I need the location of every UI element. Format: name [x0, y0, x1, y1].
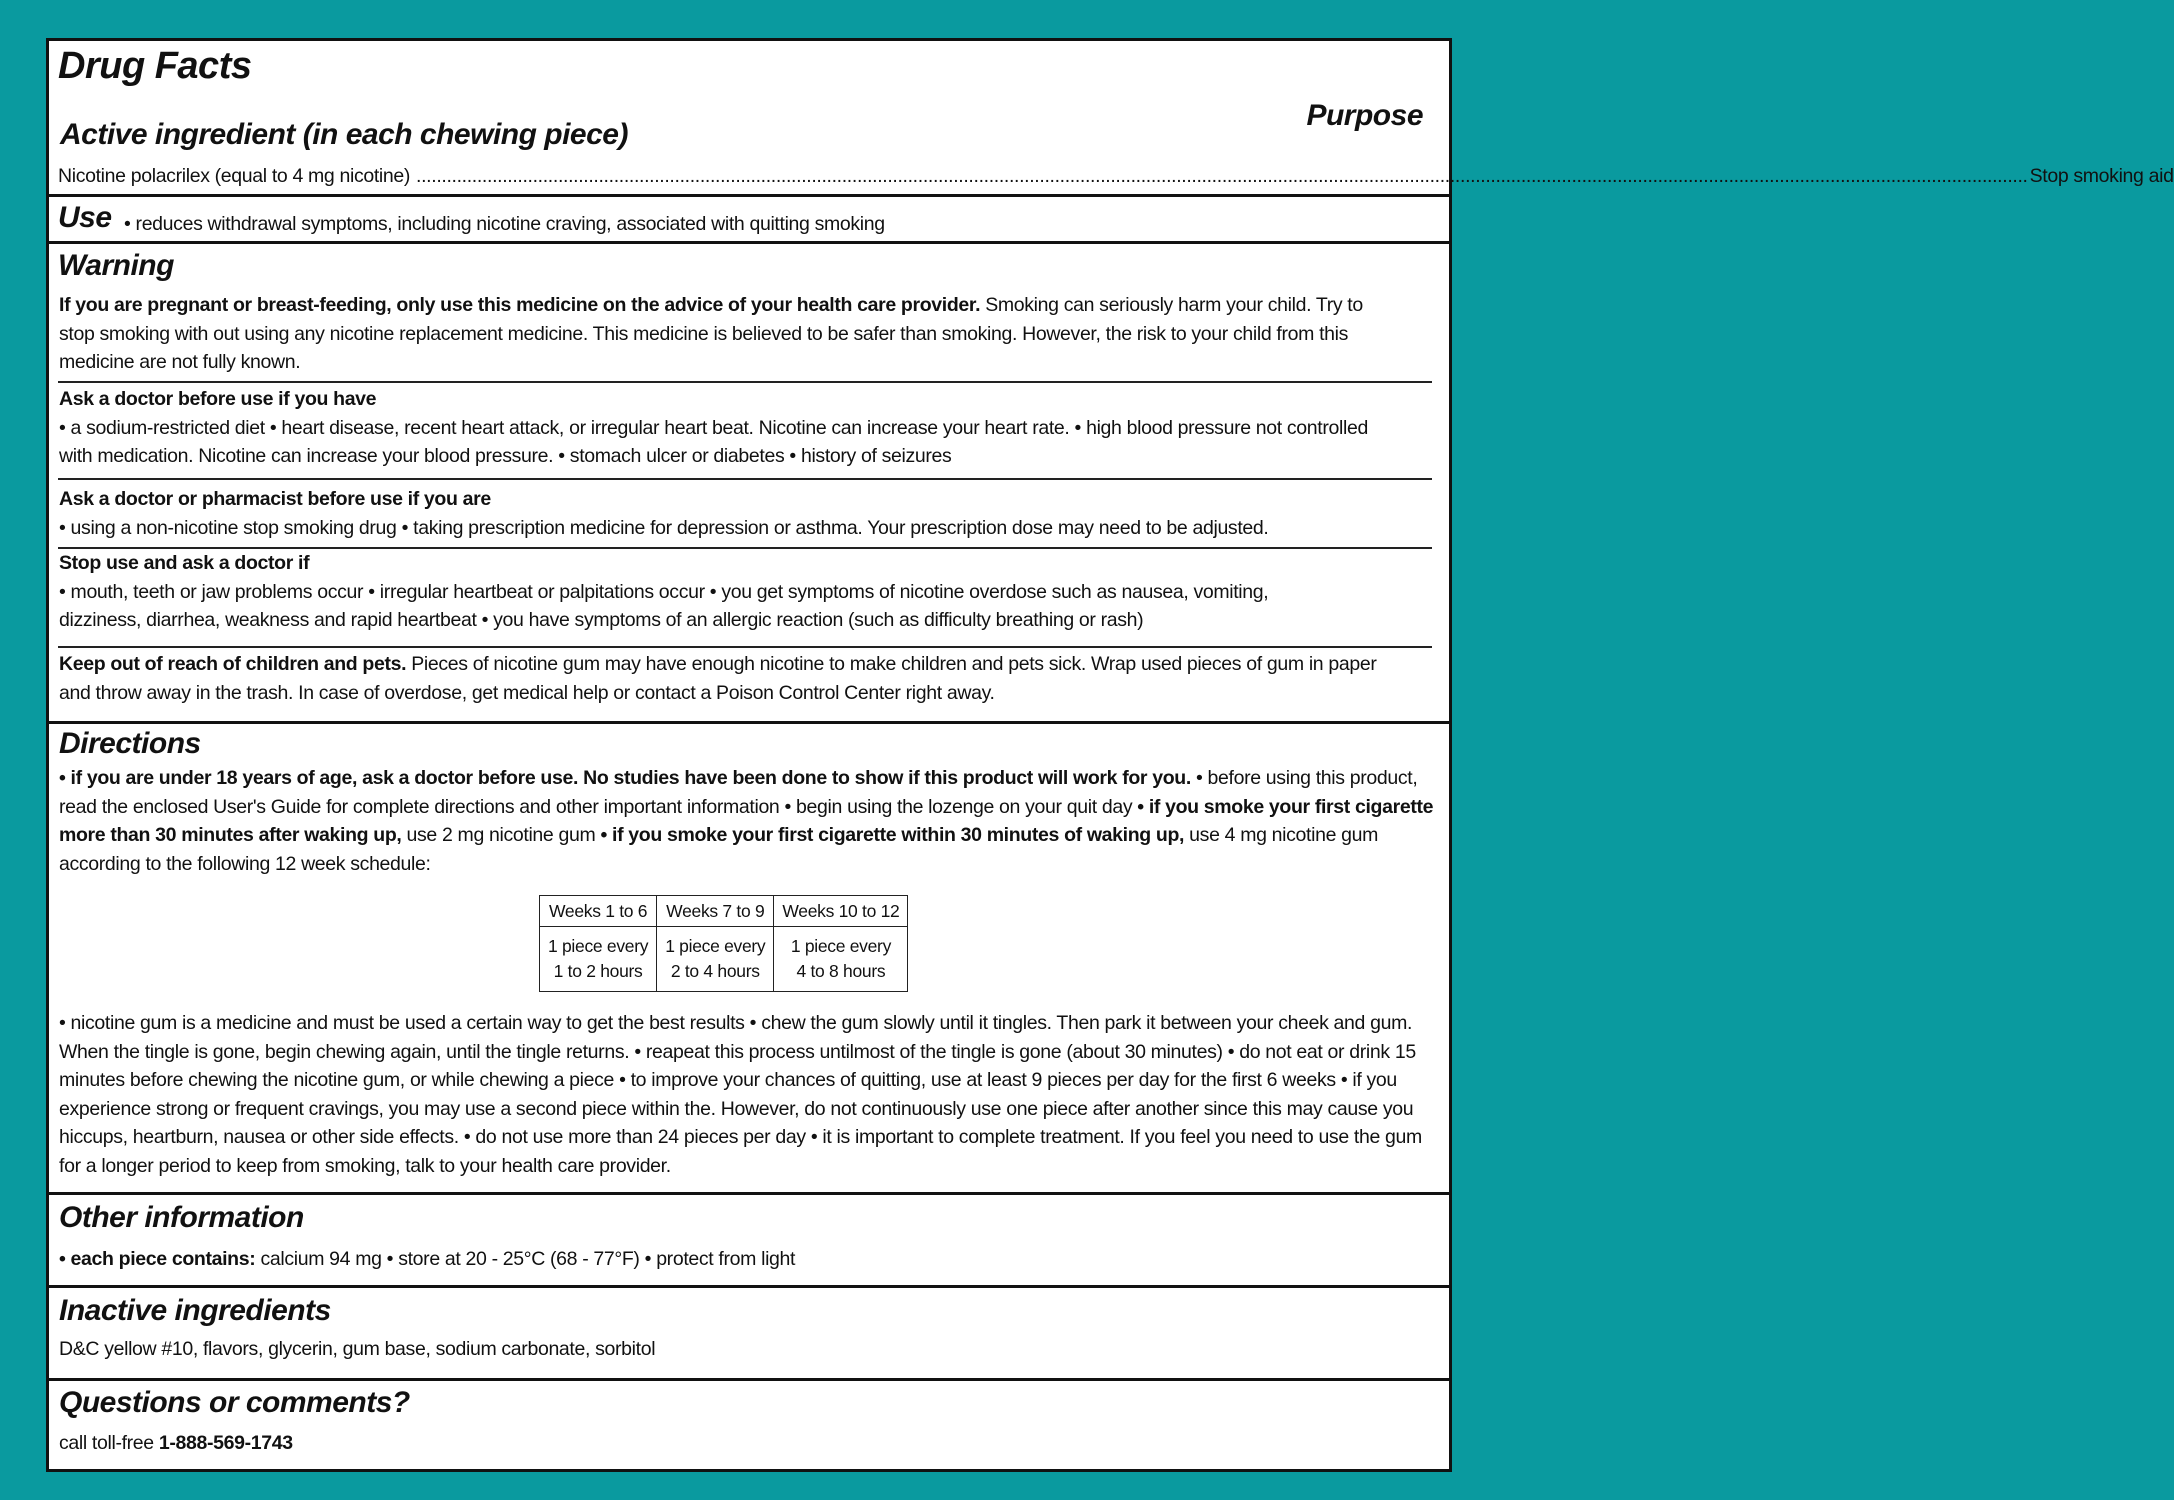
ask-pharmacist-text: • using a non-nicotine stop smoking drug • taking prescription medicine for depression or asthma. Your prescription dose may need to be adjusted.	[59, 516, 1269, 539]
keep-out-text: Pieces of nicotine gum may have enough nicotine to make children and pets sick. Wrap used pieces of gum in paper and throw away in the trash. In case of overdose, get medical help or contact a Poison Control Center right away.	[59, 653, 1377, 704]
stop-use-text: • mouth, teeth or jaw problems occur • irregular heartbeat or palpitations occur • you get symptoms of nicotine overdose such as nausea, vomiting, dizziness, diarrhea, weakness and rapid heartbeat • you have symptoms of an allergic reaction (such as difficulty breathing or rash)	[59, 580, 1269, 631]
direction-text: • before using this product, read the enclosed User's Guide for complete directions and other important information • begin using the lozenge on your quit day	[59, 767, 1418, 818]
inactive-ingredients-heading: Inactive ingredients	[59, 1294, 331, 1327]
table-cell	[540, 927, 657, 992]
direction-bold: • if you smoke your first cigarette more than 30 minutes after waking up,	[59, 795, 1434, 846]
cell-line: 1 piece every	[548, 936, 649, 956]
pregnancy-bold: If you are pregnant or breast-feeding, only use this medicine on the advice of your health care provider.	[59, 294, 981, 316]
table-header: Weeks 7 to 9	[657, 896, 774, 927]
divider	[49, 1192, 1449, 1195]
keep-out-bold: Keep out of reach of children and pets.	[59, 653, 407, 675]
directions-details: • nicotine gum is a medicine and must be used a certain way to get the best results • chew the gum slowly until it tingles. Then park it between your cheek and gum. When the tingle is gone, begin chewing again, until the tingle returns. • reapeat this process untilmost of the tingle is gone (about 30 minutes) • do not eat or drink 15 minutes before chewing the nicotine gum, or while chewing a piece • to improve your chances of quitting, use at least 9 pieces per day for the first 6 weeks • if you experience strong or frequent cravings, you may use a second piece within the. However, do not continuously use one piece after another since this may cause you hiccups, heartburn, nausea or other side effects. • do not use more than 24 pieces per day • it is important to complete treatment. If you feel you need to use the gum for a longer period to keep from smoking, talk to your health care provider.	[59, 1012, 1422, 1177]
drug-facts-label	[46, 38, 2174, 1472]
cell-line: 2 to 4 hours	[670, 961, 760, 981]
purpose-heading: Purpose	[1306, 99, 1423, 132]
other-information-text	[59, 1245, 1439, 1274]
directions-text	[59, 764, 1441, 878]
other-text: calcium 94 mg • store at 20 - 25°C (68 - 77°F) • protect from light	[255, 1248, 796, 1270]
title: Drug Facts	[58, 45, 252, 87]
cell-line: 1 to 2 hours	[553, 961, 643, 981]
divider	[58, 646, 1432, 648]
ingredient: Nicotine polacrilex (equal to 4 mg nicotine)	[58, 165, 411, 187]
pregnancy-warning	[59, 291, 1389, 377]
direction-text: use 4 mg nicotine gum according to the following 12 week schedule:	[59, 824, 1379, 875]
table-header: Weeks 1 to 6	[540, 896, 657, 927]
table-row	[540, 927, 908, 992]
direction-text: use 2 mg nicotine gum	[401, 824, 601, 846]
cell-line: 1 piece every	[665, 936, 766, 956]
purpose: Stop smoking aid	[2029, 165, 2174, 187]
table-header-row	[540, 896, 908, 927]
ask-pharmacist-heading: Ask a doctor or pharmacist before use if you are	[59, 488, 491, 510]
divider	[58, 381, 1432, 383]
dot-leader: ..............................................................................................................................................................................................................................................................................................................................	[416, 165, 2028, 187]
stop-use-heading: Stop use and ask a doctor if	[59, 552, 310, 574]
inactive-ingredients-text: D&C yellow #10, flavors, glycerin, gum base, sodium carbonate, sorbitol	[59, 1338, 656, 1360]
divider	[49, 721, 1449, 724]
active-ingredient-heading: Active ingredient (in each chewing piece)	[60, 118, 628, 151]
use-text: • reduces withdrawal symptoms, including nicotine craving, associated with quitting smoking	[124, 213, 885, 235]
ask-pharmacist-section	[59, 485, 1439, 542]
cell-line: 4 to 8 hours	[796, 961, 886, 981]
table-header: Weeks 10 to 12	[774, 896, 908, 927]
phone-number: 1-888-569-1743	[158, 1432, 293, 1454]
other-bold: • each piece contains:	[59, 1248, 256, 1270]
dosing-schedule-table	[539, 895, 908, 992]
ask-doctor-section	[59, 385, 1369, 471]
active-ingredient-row	[58, 162, 2174, 191]
divider	[49, 194, 1449, 197]
cell-line: 1 piece every	[790, 936, 892, 956]
divider	[58, 478, 1432, 480]
questions-heading: Questions or comments?	[59, 1386, 410, 1419]
divider	[49, 1378, 1449, 1381]
directions-heading: Directions	[59, 727, 201, 760]
toll-free-label: call toll-free	[59, 1432, 159, 1454]
table-cell	[774, 927, 908, 992]
pregnancy-text: Smoking can seriously harm your child. Try to stop smoking with out using any nicotine replacement medicine. This medicine is believed to be safer than smoking. However, the risk to your child from this medicine are not fully known.	[59, 294, 1363, 373]
keep-out-of-reach	[59, 650, 1379, 707]
direction-bold: • if you smoke your first cigarette within 30 minutes of waking up,	[600, 824, 1185, 846]
warning-heading: Warning	[58, 249, 174, 282]
questions-text	[59, 1429, 1439, 1458]
table-cell	[657, 927, 774, 992]
divider	[49, 1285, 1449, 1288]
divider	[49, 241, 1449, 244]
direction-bold: • if you are under 18 years of age, ask a doctor before use. No studies have been done to show if this product will work for you.	[59, 767, 1191, 789]
use-heading: Use	[58, 201, 112, 234]
stop-use-section	[59, 549, 1349, 635]
ask-doctor-text: • a sodium-restricted diet • heart disease, recent heart attack, or irregular heart beat. Nicotine can increase your heart rate. • high blood pressure not controlled with medication. Nicotine can increase your blood pressure. • stomach ulcer or diabetes • history of seizures	[59, 416, 1368, 467]
other-information-heading: Other information	[59, 1201, 304, 1234]
ask-doctor-heading: Ask a doctor before use if you have	[59, 388, 377, 410]
